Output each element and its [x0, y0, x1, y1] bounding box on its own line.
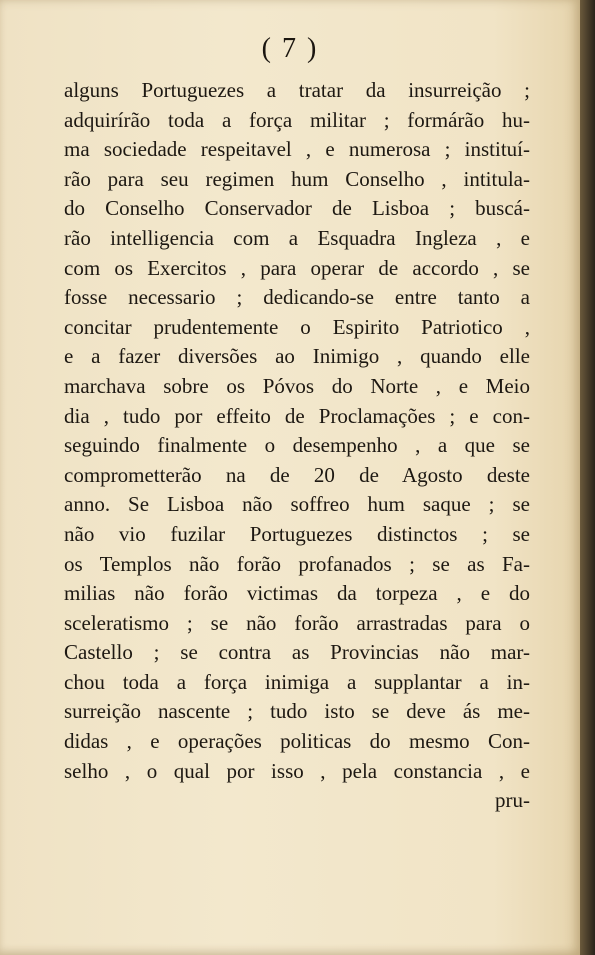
text-line: comprometterão na de 20 de Agosto deste	[64, 462, 530, 487]
text-line: rão para seu regimen hum Conselho , intitula-	[64, 166, 530, 191]
text-line: adquirírão toda a força militar ; formárão hu-	[64, 107, 530, 132]
catchword: pru-	[495, 788, 530, 813]
page-edge	[580, 0, 595, 955]
text-line: marchava sobre os Póvos do Norte , e Meio	[64, 373, 530, 398]
text-line: concitar prudentemente o Espirito Patriotico ,	[64, 314, 530, 339]
text-line: seguindo finalmente o desempenho , a que se	[64, 433, 530, 458]
text-line: os Templos não forão profanados ; se as Fa-	[64, 551, 530, 576]
text-line: surreição nascente ; tudo isto se deve ás me-	[64, 699, 530, 724]
text-line: com os Exercitos , para operar de accordo , se	[64, 255, 530, 280]
text-line: didas , e operações politicas do mesmo Con-	[64, 729, 530, 754]
text-line: anno. Se Lisboa não soffreo hum saque ; se	[64, 492, 530, 517]
body-text	[64, 76, 530, 816]
text-line: alguns Portuguezes a tratar da insurreição ;	[64, 78, 530, 102]
text-line: e a fazer diversões ao Inimigo , quando elle	[64, 344, 530, 369]
text-line: do Conselho Conservador de Lisboa ; buscá-	[64, 196, 530, 221]
text-line: fosse necessario ; dedicando-se entre tanto a	[64, 285, 530, 310]
text-line: selho , o qual por isso , pela constancia , e	[64, 758, 530, 783]
text-line: chou toda a força inimiga a supplantar a in-	[64, 669, 530, 694]
text-line: sceleratismo ; se não forão arrastradas para o	[64, 610, 530, 635]
text-line: Castello ; se contra as Provincias não mar-	[64, 640, 530, 665]
page-number: ( 7 )	[261, 33, 319, 64]
text-line: milias não forão victimas da torpeza , e do	[64, 581, 530, 606]
text-line: não vio fuzilar Portuguezes distinctos ; se	[64, 521, 530, 546]
text-line: rão intelligencia com a Esquadra Ingleza , e	[64, 225, 530, 250]
text-line: ma sociedade respeitavel , e numerosa ; instituí-	[64, 137, 530, 162]
text-line: dia , tudo por effeito de Proclamações ; e con-	[64, 403, 530, 428]
